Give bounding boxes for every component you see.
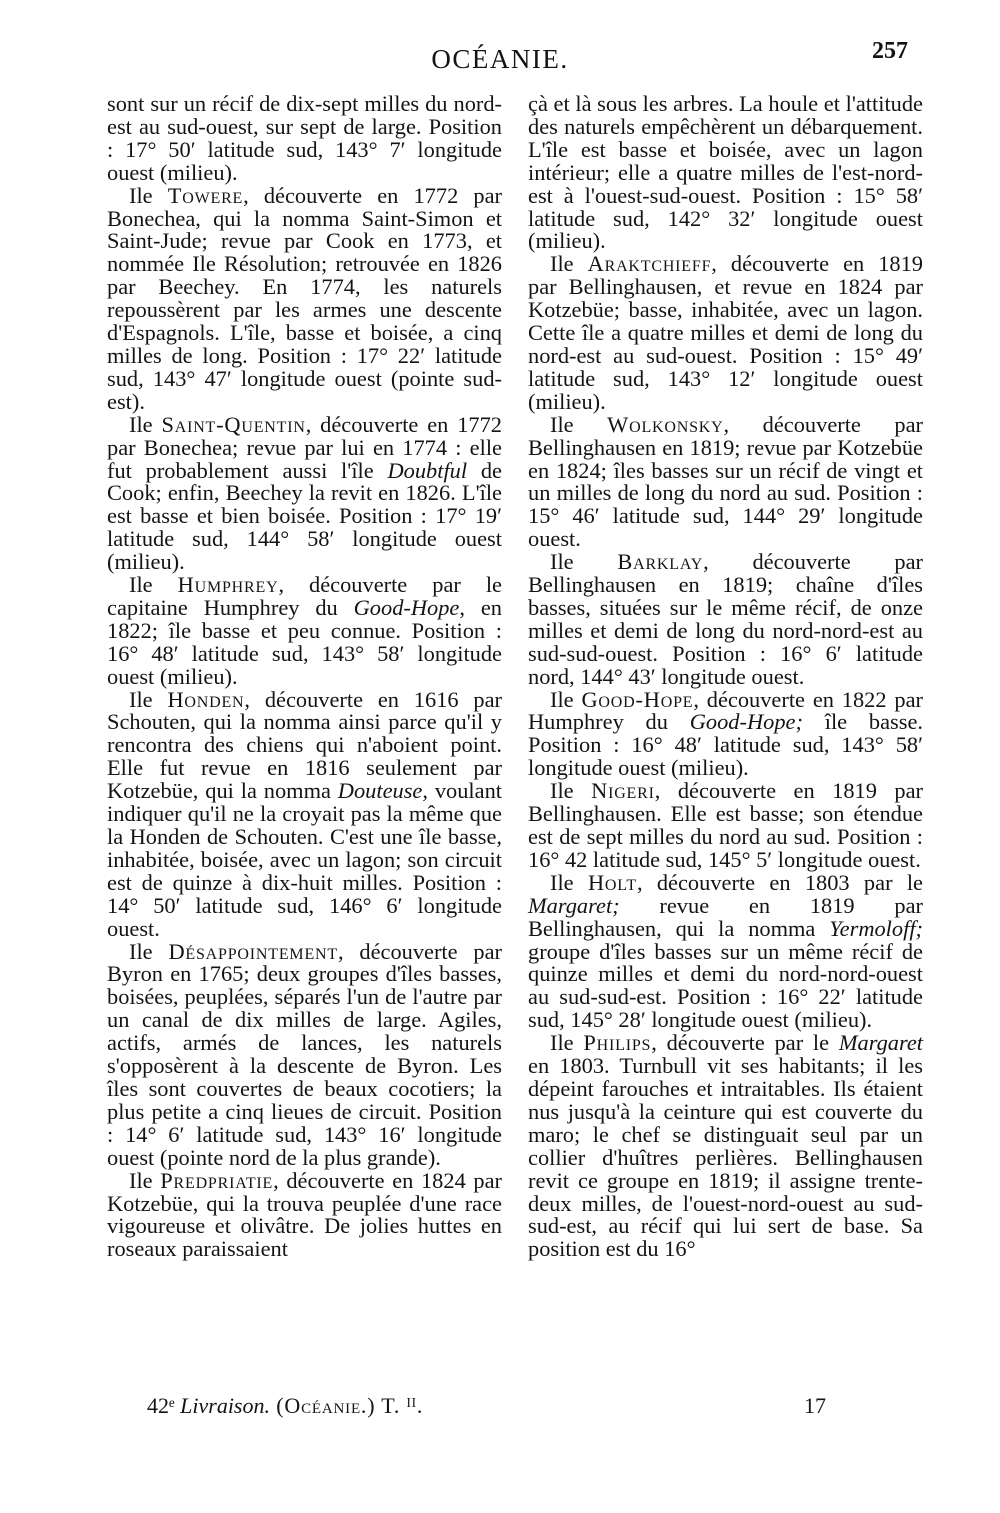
paragraph: [107, 686, 502, 941]
paragraph: [107, 574, 502, 689]
left-column: [107, 93, 502, 1261]
running-header: OCÉANIE.: [431, 44, 569, 74]
right-column: [528, 93, 923, 1261]
text-segment: sont sur un récif de dix-sept milles du nord-est au sud-ouest, sur sept de large. Position : 17° 50′ latitude sud, 143° 7′ longitude ouest (milieu).: [107, 91, 502, 185]
island-name: Philips: [583, 1030, 652, 1056]
text-segment: Ile: [129, 572, 178, 598]
paragraph: [528, 411, 924, 552]
text-segment: , découverte par le: [651, 1030, 839, 1056]
text-segment: , découverte en 1824 par Kotzebüe, qui la trouva peuplée d'une race vigoureuse et olivâtre. De jolies huttes en roseaux paraissaient: [107, 1167, 503, 1262]
paragraph: [528, 780, 923, 872]
text-segment: Ile: [129, 938, 169, 964]
paragraph: [528, 869, 923, 1033]
text-segment: , découverte en 1772 par Bonechea; revue par lui en 1774 : elle fut probablement aussi l'île: [107, 411, 502, 483]
island-name: Saint-Quentin: [161, 411, 306, 437]
paragraph: [528, 551, 923, 688]
island-name: Nigeri: [591, 778, 655, 804]
italic-text: Doubtful: [387, 457, 468, 483]
italic-text: Margaret;: [528, 892, 620, 918]
text-segment: , découverte en 1616 par Schouten, qui la nomma ainsi parce qu'il y rencontra des chiens qui n'aboient point. Elle fut revue en 1816 seulement par Kotzebüe, qui la nomma: [107, 686, 502, 804]
text-segment: Ile: [129, 411, 162, 437]
text-segment: en 1803. Turnbull vit ses habitants; il les dépeint farouches et intraitables. Ils étaient nus jusqu'à la ceinture qui est couverte du maro; le chef se distinguait seul par un collier d'huîtres perlières. Bellinghausen revit ce groupe en 1819; il assigne trente-deux milles, de l'ouest-nord-ouest au sud-sud-est, au récif qui lui sert de base. Sa position est du 16°: [528, 1053, 923, 1262]
text-segment: , découverte en 1819 par Bellinghausen, et revue en 1824 par Kotzebüe; basse, inhabitée, avec un lagon. Cette île a quatre milles et demi de long du nord-est au sud-ouest. Position : 15° 49′ latitude sud, 143° 12′ longitude ouest (milieu).: [528, 251, 923, 414]
text-segment: Ile: [129, 686, 168, 712]
island-name: Predpriatie: [160, 1167, 274, 1193]
italic-text: Yermoloff;: [829, 915, 923, 941]
text-segment: , en 1822; île basse et peu connue. Position : 16° 48′ latitude sud, 143° 58′ longitude ouest (milieu).: [107, 594, 502, 689]
signature-mark: 17: [804, 1393, 826, 1418]
island-name: Good-Hope: [581, 686, 694, 712]
italic-text: Good-Hope;: [689, 709, 803, 735]
text-segment: , découverte en 1822 par Humphrey du: [528, 686, 923, 735]
paragraph: [528, 93, 923, 253]
text-segment: Ile: [550, 869, 588, 895]
paragraph: [107, 938, 502, 1170]
text-segment: , découverte en 1803 par le: [636, 869, 923, 895]
text-segment: , découverte en 1772 par Bonechea, qui la nomma Saint-Simon et Saint-Jude; revue par Cook en 1773, et nommée Ile Résolution; retrouvée en 1826 par Beechey. En 1774, les naturels repoussèrent par les armes une descente d'Espagnols. L'île, basse et boisée, a cinq milles de long. Position : 17° 22′ latitude sud, 143° 47′ longitude ouest (pointe sud-est).: [107, 182, 503, 414]
island-name: Araktchieff: [587, 251, 712, 277]
text-segment: , découverte en 1819 par Bellinghausen. Elle est basse; son étendue est de sept milles du nord au sud. Position : 16° 42 latitude sud, 145° 5′ longitude ouest.: [528, 778, 924, 872]
livraison-footer: [147, 1393, 423, 1419]
island-name: Humphrey: [177, 572, 279, 598]
livraison-volume: (Océanie.) T. ᴵᴵ.: [270, 1393, 424, 1418]
italic-text: Douteuse,: [337, 778, 428, 804]
text-segment: Ile: [550, 686, 582, 712]
island-name: Désappointement: [168, 938, 338, 964]
text-segment: , découverte par Bellinghausen en 1819; chaîne d'îles basses, situées sur le même récif, de onze milles et demi de long du nord-nord-est au sud-sud-ouest. Position : 16° 6′ latitude nord, 144° 43′ longitude ouest.: [528, 549, 924, 689]
text-segment: Ile: [550, 411, 608, 437]
text-segment: Ile: [550, 251, 588, 277]
island-name: Honden: [167, 686, 245, 712]
livraison-number: 42ᵉ: [147, 1393, 181, 1418]
italic-text: Good-Hope: [353, 594, 460, 620]
paragraph: [528, 253, 923, 413]
paragraph: [528, 686, 923, 781]
text-segment: de Cook; enfin, Beechey la revit en 1826. L'île est basse et bien boisée. Position : 17° 19′ latitude sud, 144° 58′ longitude ouest (milieu).: [107, 457, 502, 575]
text-segment: voulant indiquer qu'il ne la croyait pas la même que la Honden de Schouten. C'est une île basse, inhabitée, boisée, avec un lagon; son circuit est de quinze à dix-huit milles. Position : 14° 50′ latitude sud, 146° 6′ longitude ouest.: [107, 778, 502, 941]
text-segment: revue en 1819 par Bellinghausen, qui la nomma: [528, 892, 923, 941]
text-segment: Ile: [129, 182, 168, 208]
island-name: Towere: [167, 182, 244, 208]
text-segment: , découverte par Bellinghausen en 1819; revue par Kotzebüe en 1824; îles basses sur un récif de vingt et un milles de long du nord au sud. Position : 15° 46′ latitude sud, 144° 29′ longitude ouest.: [528, 411, 924, 552]
text-segment: , découverte par Byron en 1765; deux groupes d'îles basses, boisées, peuplées, séparés l'un de l'autre par un canal de dix milles de large. Agiles, actifs, armés de lances, les naturels s'opposèrent à la descente de Byron. Les îles sont couvertes de beaux cocotiers; la plus petite a cinq lieues de circuit. Position : 14° 6′ latitude sud, 143° 16′ longitude ouest (pointe nord de la plus grande).: [107, 938, 502, 1170]
island-name: Wolkonsky: [607, 411, 724, 437]
island-name: Holt: [587, 869, 637, 895]
text-segment: Ile: [550, 1030, 584, 1056]
text-segment: , découverte par le capitaine Humphrey du: [107, 572, 502, 620]
island-name: Barklay: [617, 549, 704, 575]
paragraph: [107, 411, 502, 575]
text-segment: çà et là sous les arbres. La houle et l'attitude des naturels empêchèrent un débarquement. L'île est basse et boisée, avec un lagon intérieur; elle a quatre milles de l'est-nord-est à l'ouest-sud-ouest. Position : 15° 58′ latitude sud, 142° 32′ longitude ouest (milieu).: [528, 91, 923, 254]
text-segment: Ile: [550, 549, 618, 575]
paragraph: [528, 1032, 923, 1261]
paragraph: [107, 182, 503, 414]
paragraph: [107, 93, 502, 185]
text-segment: Ile: [550, 778, 592, 804]
text-segment: Ile: [129, 1167, 161, 1193]
page-number: 257: [872, 38, 908, 64]
livraison-word: Livraison.: [180, 1393, 270, 1418]
italic-text: Margaret: [838, 1030, 924, 1056]
text-segment: île basse. Position : 16° 48′ latitude sud, 143° 58′ longitude ouest (milieu).: [528, 709, 923, 781]
text-segment: groupe d'îles basses sur un même récif de quinze milles et demi du nord-nord-ouest au sud-sud-est. Position : 16° 22′ latitude sud, 145° 28′ longitude ouest (milieu).: [528, 938, 923, 1033]
paragraph: [107, 1167, 503, 1262]
